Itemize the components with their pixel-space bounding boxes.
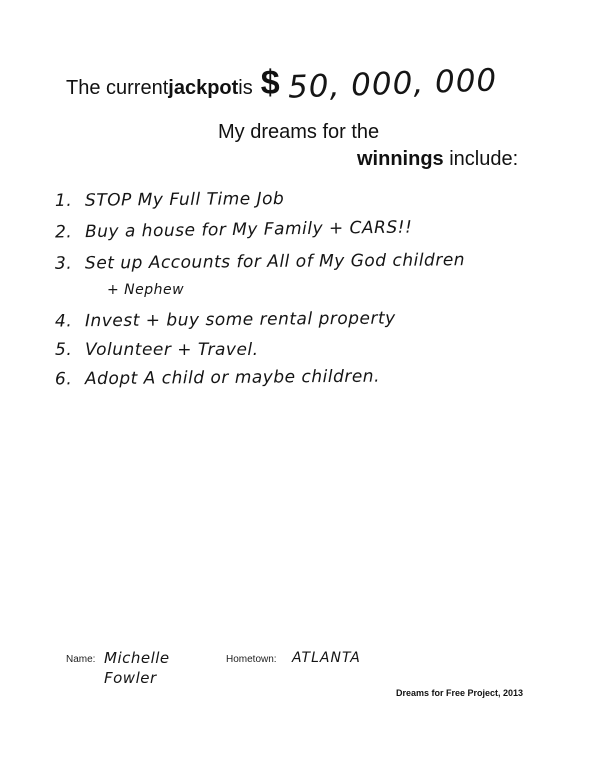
jackpot-amount: 50, 000, 000 <box>287 62 498 106</box>
list-item-number: 5. <box>55 340 73 360</box>
list-item-text: Set up Accounts for All of My God children <box>84 250 466 274</box>
list-item-text: STOP My Full Time Job <box>84 188 285 211</box>
list-item-text: Volunteer + Travel. <box>85 340 259 360</box>
jackpot-header <box>66 62 498 106</box>
list-item <box>55 309 396 332</box>
list-item-continuation <box>107 282 184 298</box>
dreams-intro-line: My dreams for the <box>218 121 380 143</box>
list-item <box>55 189 284 211</box>
list-item <box>55 367 380 390</box>
list-item-text: Buy a house for My Family + CARS!! <box>84 217 413 243</box>
list-item-number: 1. <box>54 190 73 212</box>
hometown-value: ATLANTA <box>292 650 361 666</box>
jackpot-word: jackpot <box>168 77 239 99</box>
dollar-sign: $ <box>260 64 280 102</box>
winnings-line <box>357 148 518 171</box>
name-label: Name: <box>66 654 96 665</box>
list-item <box>55 218 413 243</box>
list-item-number: 3. <box>54 253 73 274</box>
jackpot-prefix: The current <box>66 77 169 99</box>
list-item <box>55 250 465 274</box>
list-item-number: 2. <box>54 222 73 243</box>
name-value: Michelle Fowler <box>104 649 170 687</box>
list-item-text: Adopt A child or maybe children. <box>84 366 381 390</box>
hometown-label: Hometown: <box>226 654 277 665</box>
project-credit: Dreams for Free Project, 2013 <box>396 688 524 698</box>
list-item-number: 4. <box>54 311 73 332</box>
list-item-text: + Nephew <box>107 282 185 298</box>
list-item <box>55 340 259 360</box>
list-item-text: Invest + buy some rental property <box>84 308 396 332</box>
winnings-word: winnings <box>357 148 444 170</box>
include-word: include: <box>443 148 519 170</box>
jackpot-is: is <box>238 77 253 99</box>
list-item-number: 6. <box>54 369 73 390</box>
